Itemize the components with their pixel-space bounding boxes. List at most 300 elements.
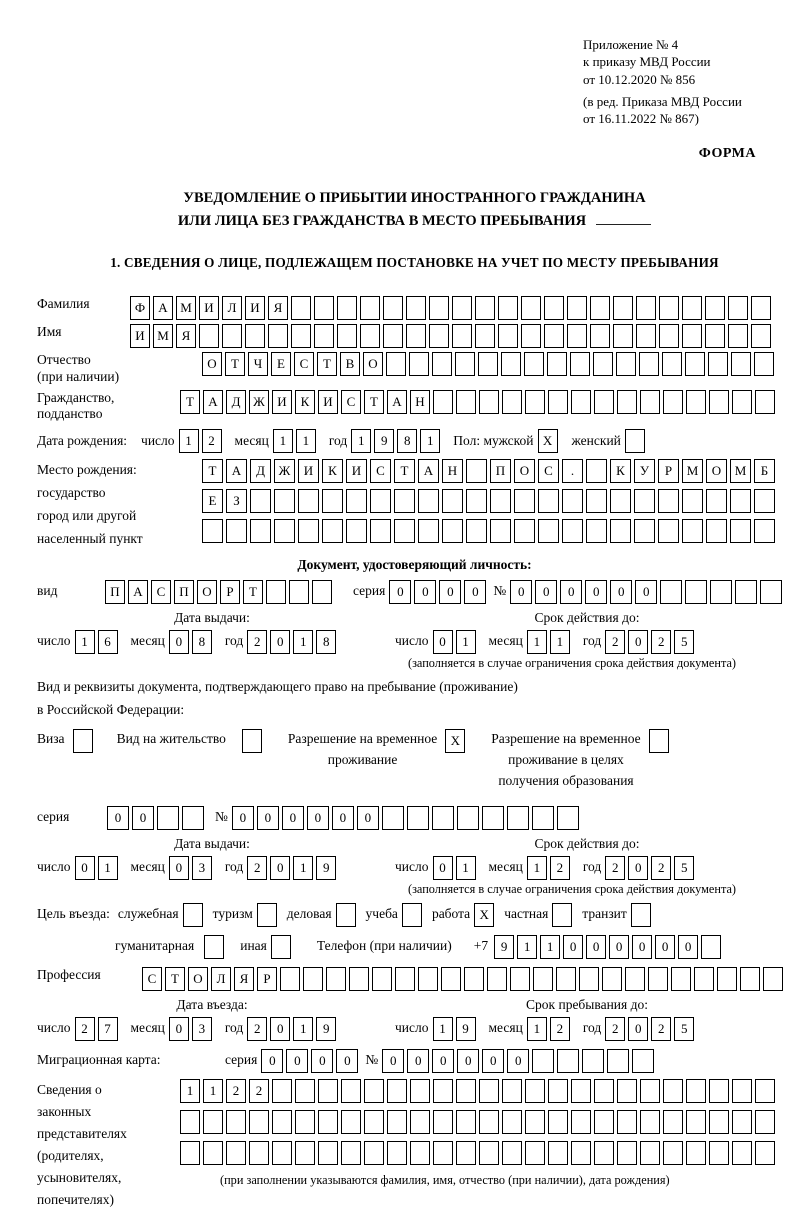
cell-box[interactable] [524, 352, 544, 376]
purpose-humanitarian-checkbox[interactable] [204, 935, 224, 959]
cell-box[interactable] [556, 967, 576, 991]
cell-box[interactable]: 0 [270, 856, 290, 880]
cell-box[interactable] [466, 489, 487, 513]
cell-box[interactable]: 2 [75, 1017, 95, 1041]
cell-box[interactable] [291, 296, 311, 320]
cell-box[interactable]: 2 [651, 856, 671, 880]
cell-box[interactable] [498, 296, 518, 320]
cell-box[interactable] [202, 519, 223, 543]
cell-box[interactable]: 0 [282, 806, 304, 830]
purpose-tourism-checkbox[interactable] [257, 903, 277, 927]
cell-box[interactable] [303, 967, 323, 991]
cell-box[interactable]: 8 [316, 630, 336, 654]
cell-box[interactable] [663, 1110, 683, 1134]
cell-box[interactable] [409, 352, 429, 376]
cell-box[interactable] [658, 489, 679, 513]
cell-box[interactable] [660, 580, 682, 604]
cell-box[interactable] [682, 324, 702, 348]
purpose-study-checkbox[interactable] [402, 903, 422, 927]
cell-box[interactable] [314, 324, 334, 348]
cell-box[interactable] [475, 296, 495, 320]
cell-box[interactable]: 0 [169, 1017, 189, 1041]
cell-box[interactable]: 1 [273, 429, 293, 453]
cell-box[interactable]: 2 [247, 856, 267, 880]
cell-box[interactable] [360, 324, 380, 348]
cell-box[interactable]: Ж [274, 459, 295, 483]
cell-box[interactable]: Е [271, 352, 291, 376]
cell-box[interactable]: 1 [540, 935, 560, 959]
cell-box[interactable] [544, 324, 564, 348]
cell-box[interactable] [571, 390, 591, 414]
cell-box[interactable]: 0 [609, 935, 629, 959]
cell-box[interactable]: М [682, 459, 703, 483]
cell-box[interactable] [410, 1110, 430, 1134]
cell-box[interactable] [755, 1079, 775, 1103]
cell-box[interactable] [383, 296, 403, 320]
cell-box[interactable]: 0 [132, 806, 154, 830]
cell-box[interactable]: Ф [130, 296, 150, 320]
cell-box[interactable] [157, 806, 179, 830]
cell-box[interactable]: 2 [247, 630, 267, 654]
cell-box[interactable]: 0 [407, 1049, 429, 1073]
cell-box[interactable] [182, 806, 204, 830]
cell-box[interactable] [685, 580, 707, 604]
cell-box[interactable]: И [318, 390, 338, 414]
cell-box[interactable]: 2 [247, 1017, 267, 1041]
cell-box[interactable]: Т [165, 967, 185, 991]
cell-box[interactable] [410, 1079, 430, 1103]
cell-box[interactable]: 0 [232, 806, 254, 830]
cell-box[interactable]: 0 [169, 856, 189, 880]
cell-box[interactable] [346, 519, 367, 543]
cell-box[interactable]: А [226, 459, 247, 483]
cell-box[interactable] [709, 1079, 729, 1103]
cell-box[interactable]: 0 [585, 580, 607, 604]
cell-box[interactable]: В [340, 352, 360, 376]
cell-box[interactable]: 2 [202, 429, 222, 453]
cell-box[interactable]: 0 [563, 935, 583, 959]
cell-box[interactable] [663, 1079, 683, 1103]
cell-box[interactable]: С [151, 580, 171, 604]
cell-box[interactable]: 1 [293, 1017, 313, 1041]
cell-box[interactable] [532, 1049, 554, 1073]
cell-box[interactable] [732, 390, 752, 414]
cell-box[interactable]: 0 [257, 806, 279, 830]
cell-box[interactable]: 0 [535, 580, 557, 604]
cell-box[interactable] [571, 1141, 591, 1165]
cell-box[interactable] [567, 296, 587, 320]
cell-box[interactable]: О [202, 352, 222, 376]
cell-box[interactable] [272, 1110, 292, 1134]
cell-box[interactable] [249, 1141, 269, 1165]
cell-box[interactable]: 9 [456, 1017, 476, 1041]
cell-box[interactable] [418, 489, 439, 513]
cell-box[interactable]: К [295, 390, 315, 414]
cell-box[interactable]: О [197, 580, 217, 604]
cell-box[interactable] [490, 489, 511, 513]
purpose-other-checkbox[interactable] [271, 935, 291, 959]
cell-box[interactable] [394, 519, 415, 543]
cell-box[interactable] [682, 296, 702, 320]
cell-box[interactable] [272, 1079, 292, 1103]
cell-box[interactable] [755, 1110, 775, 1134]
cell-box[interactable]: С [538, 459, 559, 483]
cell-box[interactable]: 0 [482, 1049, 504, 1073]
cell-box[interactable] [586, 519, 607, 543]
cell-box[interactable] [245, 324, 265, 348]
cell-box[interactable] [582, 1049, 604, 1073]
cell-box[interactable] [579, 967, 599, 991]
cell-box[interactable]: 0 [286, 1049, 308, 1073]
cell-box[interactable] [557, 1049, 579, 1073]
cell-box[interactable]: Т [394, 459, 415, 483]
cell-box[interactable] [602, 967, 622, 991]
cell-box[interactable] [594, 1141, 614, 1165]
cell-box[interactable] [432, 352, 452, 376]
cell-box[interactable] [501, 352, 521, 376]
cell-box[interactable] [586, 489, 607, 513]
cell-box[interactable] [717, 967, 737, 991]
cell-box[interactable]: Е [202, 489, 223, 513]
cell-box[interactable]: 0 [270, 1017, 290, 1041]
cell-box[interactable]: 0 [610, 580, 632, 604]
residence-permit-checkbox[interactable] [242, 729, 262, 753]
cell-box[interactable] [706, 489, 727, 513]
cell-box[interactable]: 0 [311, 1049, 333, 1073]
cell-box[interactable] [617, 1079, 637, 1103]
cell-box[interactable] [387, 1110, 407, 1134]
cell-box[interactable]: Н [442, 459, 463, 483]
cell-box[interactable]: 6 [98, 630, 118, 654]
cell-box[interactable] [658, 519, 679, 543]
cell-box[interactable]: 0 [628, 630, 648, 654]
purpose-official-checkbox[interactable] [183, 903, 203, 927]
cell-box[interactable]: К [322, 459, 343, 483]
cell-box[interactable] [346, 489, 367, 513]
cell-box[interactable] [521, 296, 541, 320]
cell-box[interactable]: 2 [605, 630, 625, 654]
cell-box[interactable] [590, 324, 610, 348]
cell-box[interactable]: С [370, 459, 391, 483]
cell-box[interactable] [318, 1079, 338, 1103]
cell-box[interactable] [659, 296, 679, 320]
cell-box[interactable] [682, 519, 703, 543]
cell-box[interactable] [562, 519, 583, 543]
cell-box[interactable]: И [346, 459, 367, 483]
cell-box[interactable] [616, 352, 636, 376]
cell-box[interactable] [406, 296, 426, 320]
cell-box[interactable] [274, 489, 295, 513]
cell-box[interactable] [571, 1110, 591, 1134]
cell-box[interactable] [226, 1110, 246, 1134]
cell-box[interactable] [441, 967, 461, 991]
cell-box[interactable] [730, 519, 751, 543]
cell-box[interactable]: А [153, 296, 173, 320]
cell-box[interactable] [514, 519, 535, 543]
cell-box[interactable] [382, 806, 404, 830]
cell-box[interactable] [341, 1141, 361, 1165]
cell-box[interactable] [455, 352, 475, 376]
cell-box[interactable] [433, 1110, 453, 1134]
cell-box[interactable] [754, 489, 775, 513]
cell-box[interactable] [610, 519, 631, 543]
cell-box[interactable] [754, 519, 775, 543]
cell-box[interactable] [464, 967, 484, 991]
cell-box[interactable] [387, 1141, 407, 1165]
cell-box[interactable]: 8 [397, 429, 417, 453]
cell-box[interactable] [557, 806, 579, 830]
cell-box[interactable] [364, 1141, 384, 1165]
cell-box[interactable]: 1 [420, 429, 440, 453]
cell-box[interactable]: 0 [382, 1049, 404, 1073]
cell-box[interactable] [701, 935, 721, 959]
cell-box[interactable]: 0 [107, 806, 129, 830]
cell-box[interactable]: 1 [75, 630, 95, 654]
cell-box[interactable]: 0 [261, 1049, 283, 1073]
cell-box[interactable] [418, 967, 438, 991]
cell-box[interactable] [266, 580, 286, 604]
cell-box[interactable]: 1 [550, 630, 570, 654]
cell-box[interactable] [617, 1141, 637, 1165]
cell-box[interactable] [562, 489, 583, 513]
temp-residence-edu-checkbox[interactable] [649, 729, 669, 753]
cell-box[interactable] [686, 1079, 706, 1103]
cell-box[interactable] [751, 324, 771, 348]
cell-box[interactable] [636, 324, 656, 348]
cell-box[interactable] [274, 519, 295, 543]
cell-box[interactable] [502, 390, 522, 414]
cell-box[interactable]: 0 [628, 1017, 648, 1041]
cell-box[interactable]: 8 [192, 630, 212, 654]
cell-box[interactable] [456, 1110, 476, 1134]
cell-box[interactable] [685, 352, 705, 376]
cell-box[interactable] [322, 519, 343, 543]
cell-box[interactable]: 1 [527, 856, 547, 880]
cell-box[interactable] [694, 967, 714, 991]
cell-box[interactable] [203, 1110, 223, 1134]
cell-box[interactable]: 0 [432, 1049, 454, 1073]
cell-box[interactable]: 0 [628, 856, 648, 880]
cell-box[interactable] [289, 580, 309, 604]
cell-box[interactable] [617, 1110, 637, 1134]
cell-box[interactable] [594, 390, 614, 414]
cell-box[interactable]: М [153, 324, 173, 348]
cell-box[interactable] [533, 967, 553, 991]
cell-box[interactable] [479, 1141, 499, 1165]
cell-box[interactable] [432, 806, 454, 830]
cell-box[interactable] [456, 1079, 476, 1103]
cell-box[interactable]: 0 [336, 1049, 358, 1073]
cell-box[interactable] [482, 806, 504, 830]
cell-box[interactable] [570, 352, 590, 376]
cell-box[interactable] [370, 489, 391, 513]
cell-box[interactable]: 2 [605, 1017, 625, 1041]
cell-box[interactable]: И [298, 459, 319, 483]
cell-box[interactable] [730, 489, 751, 513]
cell-box[interactable] [763, 967, 783, 991]
cell-box[interactable] [544, 296, 564, 320]
cell-box[interactable] [295, 1141, 315, 1165]
cell-box[interactable] [314, 296, 334, 320]
cell-box[interactable]: 5 [674, 630, 694, 654]
cell-box[interactable]: 0 [75, 856, 95, 880]
cell-box[interactable]: 1 [296, 429, 316, 453]
cell-box[interactable] [593, 352, 613, 376]
cell-box[interactable] [728, 296, 748, 320]
cell-box[interactable]: 5 [674, 1017, 694, 1041]
cell-box[interactable]: А [387, 390, 407, 414]
cell-box[interactable]: Т [180, 390, 200, 414]
cell-box[interactable] [732, 1079, 752, 1103]
cell-box[interactable] [755, 1141, 775, 1165]
cell-box[interactable]: О [514, 459, 535, 483]
cell-box[interactable] [370, 519, 391, 543]
cell-box[interactable] [318, 1110, 338, 1134]
cell-box[interactable] [525, 1079, 545, 1103]
cell-box[interactable] [199, 324, 219, 348]
cell-box[interactable]: 1 [293, 856, 313, 880]
cell-box[interactable] [466, 519, 487, 543]
cell-box[interactable] [386, 352, 406, 376]
cell-box[interactable] [364, 1110, 384, 1134]
cell-box[interactable] [433, 1141, 453, 1165]
cell-box[interactable]: 3 [192, 856, 212, 880]
cell-box[interactable] [180, 1110, 200, 1134]
cell-box[interactable] [735, 580, 757, 604]
cell-box[interactable]: Т [225, 352, 245, 376]
cell-box[interactable] [475, 324, 495, 348]
cell-box[interactable] [280, 967, 300, 991]
cell-box[interactable] [686, 1110, 706, 1134]
cell-box[interactable]: 0 [433, 630, 453, 654]
cell-box[interactable]: 0 [586, 935, 606, 959]
cell-box[interactable] [663, 1141, 683, 1165]
cell-box[interactable] [203, 1141, 223, 1165]
cell-box[interactable]: 0 [507, 1049, 529, 1073]
cell-box[interactable] [682, 489, 703, 513]
purpose-private-checkbox[interactable] [552, 903, 572, 927]
cell-box[interactable] [322, 489, 343, 513]
cell-box[interactable] [295, 1079, 315, 1103]
cell-box[interactable]: А [203, 390, 223, 414]
cell-box[interactable] [514, 489, 535, 513]
visa-checkbox[interactable] [73, 729, 93, 753]
cell-box[interactable]: П [174, 580, 194, 604]
cell-box[interactable] [502, 1141, 522, 1165]
cell-box[interactable] [705, 324, 725, 348]
cell-box[interactable]: 1 [456, 856, 476, 880]
cell-box[interactable]: И [272, 390, 292, 414]
cell-box[interactable] [634, 489, 655, 513]
cell-box[interactable]: С [294, 352, 314, 376]
cell-box[interactable] [410, 1141, 430, 1165]
cell-box[interactable]: 0 [560, 580, 582, 604]
cell-box[interactable] [337, 296, 357, 320]
cell-box[interactable]: 9 [374, 429, 394, 453]
cell-box[interactable]: 0 [632, 935, 652, 959]
cell-box[interactable] [452, 296, 472, 320]
cell-box[interactable] [341, 1110, 361, 1134]
cell-box[interactable]: 1 [517, 935, 537, 959]
cell-box[interactable] [180, 1141, 200, 1165]
cell-box[interactable]: И [245, 296, 265, 320]
cell-box[interactable]: 2 [651, 630, 671, 654]
cell-box[interactable]: 2 [651, 1017, 671, 1041]
cell-box[interactable] [341, 1079, 361, 1103]
cell-box[interactable] [226, 1141, 246, 1165]
cell-box[interactable] [710, 580, 732, 604]
cell-box[interactable] [732, 1141, 752, 1165]
cell-box[interactable] [502, 1079, 522, 1103]
cell-box[interactable]: 0 [678, 935, 698, 959]
cell-box[interactable] [406, 324, 426, 348]
cell-box[interactable]: 1 [203, 1079, 223, 1103]
cell-box[interactable]: 2 [550, 856, 570, 880]
cell-box[interactable] [479, 390, 499, 414]
cell-box[interactable]: Л [211, 967, 231, 991]
cell-box[interactable]: 1 [180, 1079, 200, 1103]
cell-box[interactable]: У [634, 459, 655, 483]
cell-box[interactable] [298, 519, 319, 543]
cell-box[interactable]: 5 [674, 856, 694, 880]
cell-box[interactable]: 0 [439, 580, 461, 604]
cell-box[interactable] [686, 1141, 706, 1165]
cell-box[interactable] [760, 580, 782, 604]
cell-box[interactable] [640, 1110, 660, 1134]
cell-box[interactable] [640, 390, 660, 414]
cell-box[interactable] [510, 967, 530, 991]
cell-box[interactable]: 1 [179, 429, 199, 453]
cell-box[interactable] [272, 1141, 292, 1165]
cell-box[interactable]: 1 [351, 429, 371, 453]
cell-box[interactable]: 7 [98, 1017, 118, 1041]
cell-box[interactable] [708, 352, 728, 376]
cell-box[interactable] [586, 459, 607, 483]
cell-box[interactable]: 0 [169, 630, 189, 654]
cell-box[interactable] [590, 296, 610, 320]
cell-box[interactable]: Я [176, 324, 196, 348]
cell-box[interactable] [479, 1110, 499, 1134]
cell-box[interactable] [337, 324, 357, 348]
cell-box[interactable]: К [610, 459, 631, 483]
cell-box[interactable] [372, 967, 392, 991]
cell-box[interactable] [731, 352, 751, 376]
cell-box[interactable]: Ч [248, 352, 268, 376]
cell-box[interactable]: Р [220, 580, 240, 604]
cell-box[interactable]: 1 [98, 856, 118, 880]
cell-box[interactable] [268, 324, 288, 348]
cell-box[interactable]: И [199, 296, 219, 320]
cell-box[interactable]: А [418, 459, 439, 483]
cell-box[interactable] [326, 967, 346, 991]
cell-box[interactable]: Н [410, 390, 430, 414]
cell-box[interactable]: Т [202, 459, 223, 483]
cell-box[interactable] [663, 390, 683, 414]
cell-box[interactable]: 0 [457, 1049, 479, 1073]
cell-box[interactable] [610, 489, 631, 513]
cell-box[interactable]: Я [234, 967, 254, 991]
cell-box[interactable] [636, 296, 656, 320]
cell-box[interactable]: Ж [249, 390, 269, 414]
cell-box[interactable]: Д [250, 459, 271, 483]
temp-residence-checkbox[interactable]: X [445, 729, 465, 753]
cell-box[interactable] [226, 519, 247, 543]
cell-box[interactable] [732, 1110, 752, 1134]
cell-box[interactable] [298, 489, 319, 513]
cell-box[interactable]: 0 [357, 806, 379, 830]
cell-box[interactable]: 2 [605, 856, 625, 880]
cell-box[interactable] [394, 489, 415, 513]
